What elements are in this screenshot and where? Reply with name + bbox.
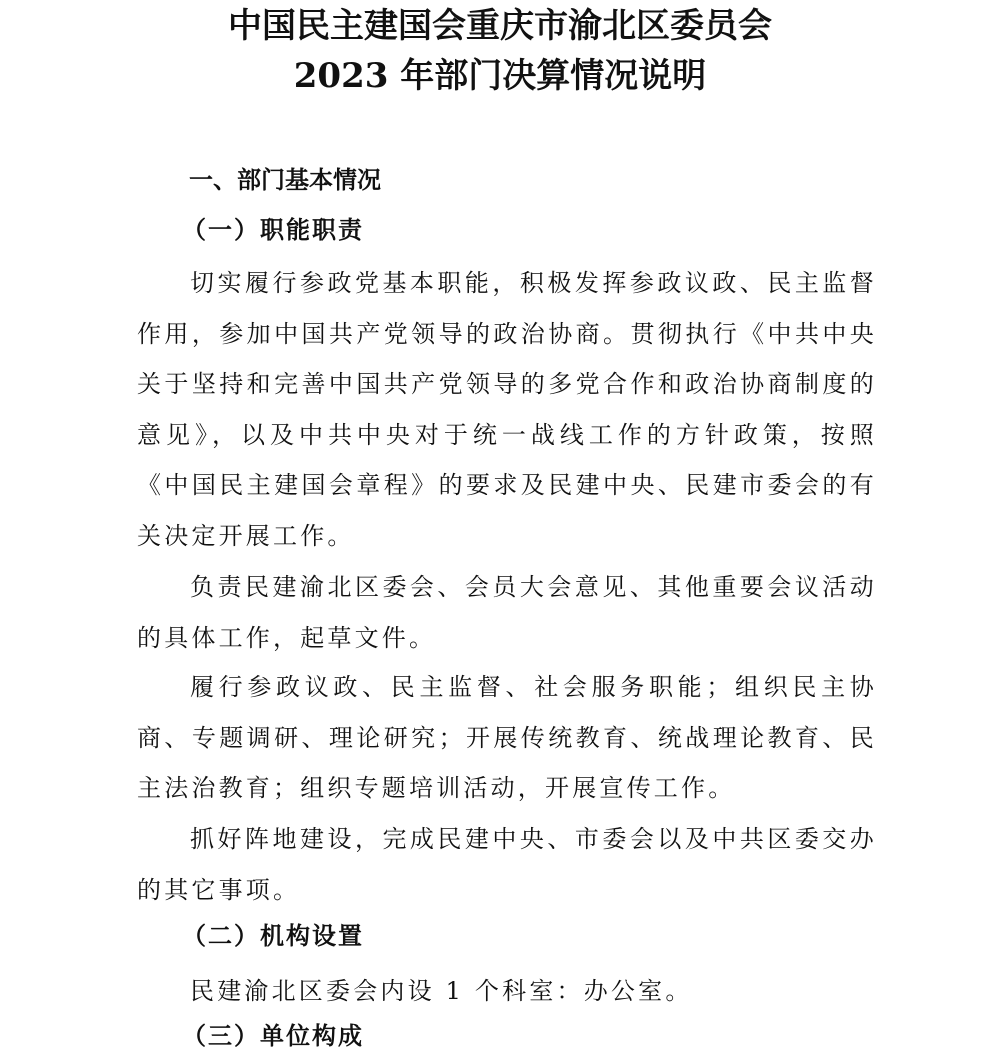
subsection-heading-unit-composition: （三）单位构成 <box>182 1022 364 1050</box>
title-year: 2023 <box>293 56 389 96</box>
document-title-line-1: 中国民主建国会重庆市渝北区委员会 <box>228 6 772 46</box>
section-heading-basic-info: 一、部门基本情况 <box>189 166 381 194</box>
document-title-line-2 <box>0 54 1000 98</box>
title-rest: 年部门决算情况说明 <box>388 56 707 96</box>
subsection-heading-functions: （一）职能职责 <box>182 216 364 244</box>
paragraph-functions-3: 履行参政议政、民主监督、社会服务职能；组织民主协商、专题调研、理论研究；开展传统教育、统战理论教育、民主法治教育；组织专题培训活动，开展宣传工作。 <box>137 673 877 803</box>
paragraph-functions-2: 负责民建渝北区委会、会员大会意见、其他重要会议活动的具体工作，起草文件。 <box>137 573 877 652</box>
subsection-heading-organization: （二）机构设置 <box>182 922 364 950</box>
paragraph-functions-4: 抓好阵地建设，完成民建中央、市委会以及中共区委交办的其它事项。 <box>137 825 877 904</box>
paragraph-functions-1: 切实履行参政党基本职能，积极发挥参政议政、民主监督作用，参加中国共产党领导的政治协商。贯彻执行《中共中央关于坚持和完善中国共产党领导的多党合作和政治协商制度的意见》，以及中共中央对于统一战线工作的方针政策，按照《中国民主建国会章程》的要求及民建中央、民建市委会的有关决定开展工作。 <box>137 269 877 550</box>
paragraph-organization: 民建渝北区委会内设 1 个科室：办公室。 <box>190 977 693 1005</box>
